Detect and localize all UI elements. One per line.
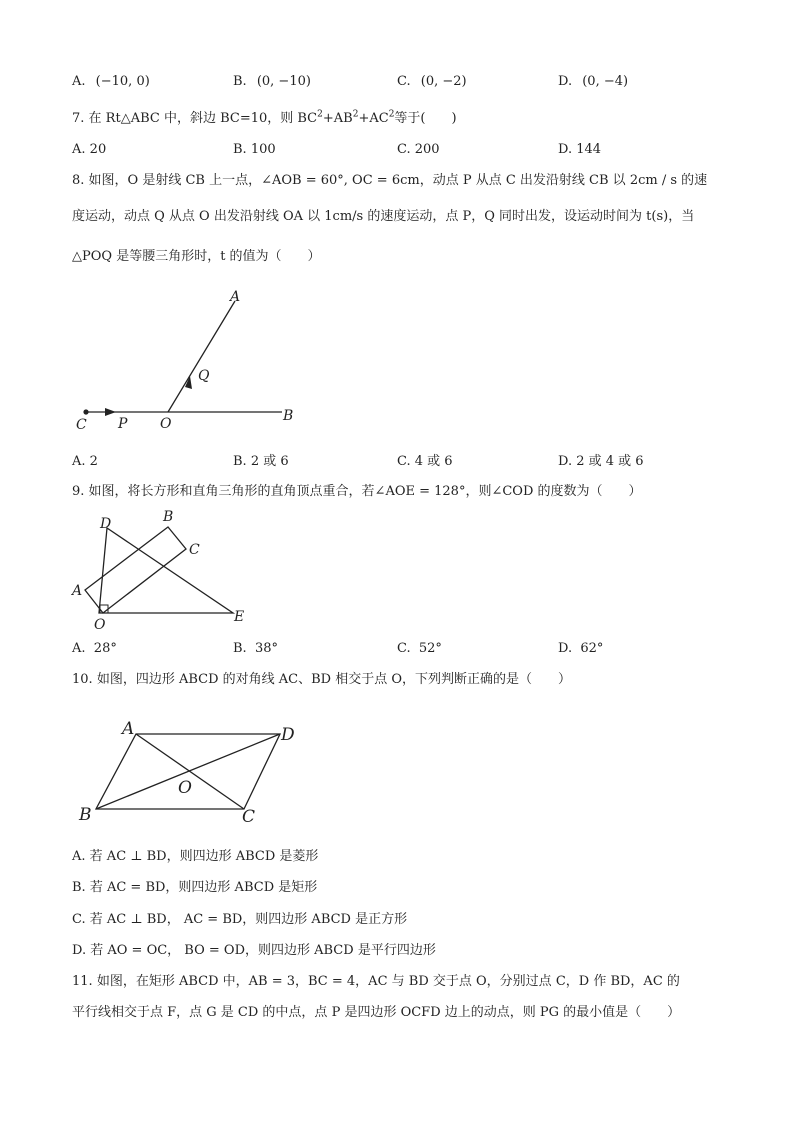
option-letter: C. (397, 74, 411, 89)
option-letter: C. (397, 641, 411, 656)
q6-option-c (397, 73, 467, 91)
option-letter: D. (558, 641, 573, 656)
option-text: (0, −2) (420, 74, 467, 89)
option-text: 若 AC ⊥ BD， AC = BD，则四边形 ABCD 是正方形 (89, 912, 408, 927)
q7-stem-a: 在 Rt△ABC 中，斜边 BC=10，则 BC (88, 111, 318, 126)
q7-option-b (233, 141, 276, 159)
q7-stem-c: +AC (358, 111, 389, 126)
q11-stem-line1 (72, 973, 680, 991)
exponent: 2 (317, 109, 323, 120)
option-letter: D. (558, 74, 573, 89)
label-b: B (283, 408, 294, 424)
q6-option-a (72, 73, 150, 91)
option-text: 若 AC = BD，则四边形 ABCD 是矩形 (89, 880, 318, 895)
option-letter: D. (558, 142, 573, 157)
option-text: 若 AO = OC， BO = OD，则四边形 ABCD 是平行四边形 (90, 943, 436, 958)
option-letter: A. (72, 142, 86, 157)
option-text: 若 AC ⊥ BD，则四边形 ABCD 是菱形 (89, 849, 319, 864)
q11-text-1: 如图，在矩形 ABCD 中，AB = 3，BC = 4，AC 与 BD 交于点 O，分别过点 C，D 作 BD，AC 的 (96, 974, 680, 989)
q9-option-c (397, 640, 442, 658)
q7-option-a (72, 141, 106, 159)
option-text: 2 或 4 或 6 (576, 454, 644, 469)
q7-stem-d: 等于( ) (394, 111, 457, 126)
q10-text: 如图，四边形 ABCD 的对角线 AC、BD 相交于点 O，下列判断正确的是（ ） (96, 672, 572, 687)
q8-option-d (558, 453, 644, 471)
exponent: 2 (388, 109, 395, 120)
option-text: 100 (250, 142, 276, 157)
option-letter: B. (233, 641, 247, 656)
q8-stem-line3: △POQ 是等腰三角形时，t 的值为（ ） (72, 249, 321, 264)
q9-option-b (233, 640, 278, 658)
option-text: (0, −10) (256, 74, 311, 89)
question-number: 9. (72, 484, 85, 499)
option-letter: C. (397, 454, 411, 469)
option-letter: A. (72, 641, 86, 656)
label-a: A (230, 289, 241, 305)
label-b: B (79, 805, 92, 825)
point-c-dot (83, 409, 88, 414)
q11-stem-line2: 平行线相交于点 F，点 G 是 CD 的中点，点 P 是四边形 OCFD 边上的动点，则 PG 的最小值是（ ） (72, 1005, 681, 1020)
label-p: P (118, 416, 128, 432)
option-text: 52° (418, 641, 442, 656)
q9-figure (70, 507, 260, 632)
q9-stem (72, 483, 642, 501)
option-text: (0, −4) (582, 74, 629, 89)
q10-option-c (72, 911, 407, 929)
option-text: 200 (414, 142, 440, 157)
q6-option-d (558, 73, 628, 91)
label-c: C (76, 417, 87, 433)
label-o: O (94, 617, 106, 633)
option-letter: A. (72, 454, 86, 469)
label-b: B (163, 509, 174, 525)
label-a: A (122, 719, 135, 739)
label-d: D (100, 516, 112, 532)
q10-option-d (72, 942, 436, 960)
q8-stem-line2: 度运动，动点 Q 从点 O 出发沿射线 OA 以 1cm/s 的速度运动，点 P，Q 同时出发，设运动时间为 t(s)，当 (72, 209, 695, 224)
label-e: E (234, 609, 245, 625)
question-number: 8. (72, 173, 85, 188)
q8-stem-line1 (72, 172, 707, 190)
option-letter: C. (397, 142, 411, 157)
option-letter: B. (233, 74, 247, 89)
q8-option-c (397, 453, 453, 471)
label-o: O (178, 778, 192, 798)
option-text: 28° (93, 641, 117, 656)
q7-stem (72, 110, 457, 128)
q9-option-d (558, 640, 603, 658)
option-letter: C. (72, 912, 86, 927)
label-o: O (160, 416, 172, 432)
question-number: 10. (72, 672, 93, 687)
q9-text: 如图，将长方形和直角三角形的直角顶点重合，若∠AOE = 128°，则∠COD 的度数为（ ） (88, 484, 642, 499)
option-text: 62° (580, 641, 604, 656)
label-a: A (72, 583, 83, 599)
question-number: 11. (72, 974, 93, 989)
q9-option-a (72, 640, 117, 658)
q7-option-c (397, 141, 440, 159)
exponent: 2 (352, 109, 359, 120)
option-letter: D. (558, 454, 573, 469)
arrow-p-icon (105, 408, 116, 416)
q6-option-b (233, 73, 311, 91)
label-c: C (189, 542, 200, 558)
q8-text-1: 如图，O 是射线 CB 上一点，∠AOB = 60°, OC = 6cm，动点 P 从点 C 出发沿射线 CB 以 2cm / s 的速 (88, 173, 708, 188)
q8-option-a (72, 453, 98, 471)
q8-figure (72, 285, 332, 435)
q7-option-d (558, 141, 601, 159)
option-letter: A. (72, 74, 86, 89)
q10-figure (76, 714, 316, 829)
q10-stem (72, 671, 571, 689)
question-number: 7. (72, 111, 85, 126)
option-letter: A. (72, 849, 86, 864)
option-text: (−10, 0) (95, 74, 150, 89)
option-letter: D. (72, 943, 87, 958)
q8-option-b (233, 453, 289, 471)
option-text: 2 (89, 454, 98, 469)
option-text: 38° (254, 641, 278, 656)
label-q: Q (198, 368, 210, 384)
ray-oa (168, 301, 235, 412)
label-c: C (242, 807, 256, 827)
q7-stem-b: +AB (322, 111, 353, 126)
option-letter: B. (233, 142, 247, 157)
q10-option-a (72, 848, 318, 866)
option-text: 2 或 6 (250, 454, 289, 469)
option-letter: B. (72, 880, 86, 895)
q10-option-b (72, 879, 317, 897)
option-text: 144 (576, 142, 602, 157)
label-d: D (281, 725, 295, 745)
option-letter: B. (233, 454, 247, 469)
option-text: 20 (89, 142, 107, 157)
option-text: 4 或 6 (414, 454, 453, 469)
